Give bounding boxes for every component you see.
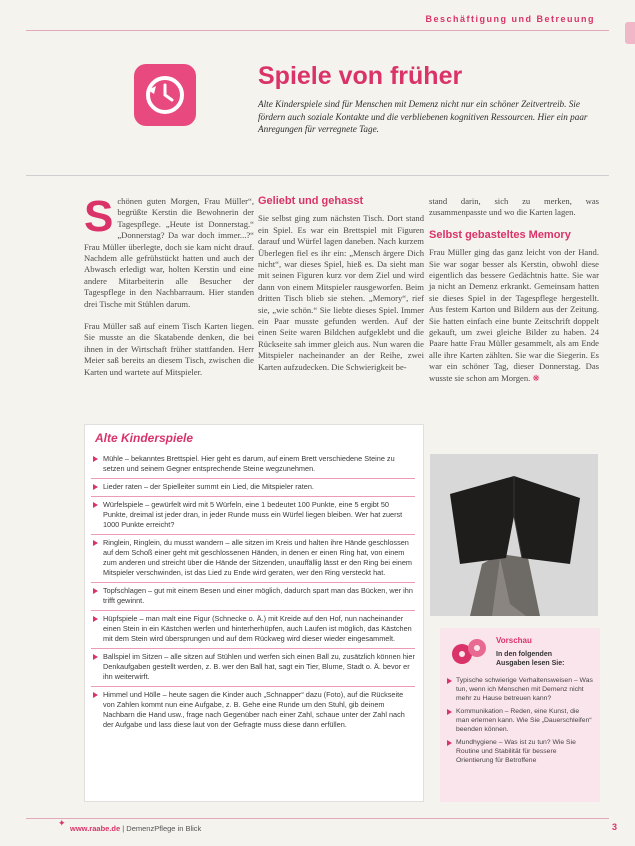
bullet-triangle-icon <box>447 678 452 684</box>
preview-subheading: In den folgenden Ausgaben lesen Sie: <box>496 651 565 667</box>
header-rule <box>26 30 609 31</box>
bullet-triangle-icon <box>447 709 452 715</box>
list-item-text: Kommunikation – Reden, eine Kunst, die man erlernen kann. Wie Sie „Dauerschleifen“ beenden können. <box>456 708 592 733</box>
preview-heading: Vorschau <box>496 636 532 645</box>
article-paragraph: Frau Müller ging das ganz leicht von der Hand. Sie war sogar besser als Kerstin, obwohl diese eigentlich das bessere Gedächtnis hatte. Sie war ja nicht an Demenz erkrankt. Gemeinsam hatten sie dieses Spiel in der Tagespflege hergestellt. Aus festem Karton und Bildern aus der Zeitung. Sie hatten einfach eine bunte Zeitschrift doppelt gekauft, um zwei gleiche Bilder zu haben. 24 Paare hatte Frau Müller gesammelt, als am Ende alle ihre Karten zählten. Sie war die Siegerin. Es war ein schöner Tag, dieser Donnerstag. Das wusste sie schon am Morgen. <box>429 247 599 383</box>
list-item <box>91 583 415 611</box>
article-column-1 <box>84 192 254 389</box>
paper-fortune-teller-photo <box>430 454 598 616</box>
end-mark: ❋ <box>532 372 540 383</box>
list-item <box>446 676 594 707</box>
bullet-triangle-icon <box>93 616 98 622</box>
article-paragraph: chönen guten Morgen, Frau Müller“, begrüßte Kerstin die Bewohnerin der Tagespflege. „Heute ist Donnerstag.“ „Donnerstag? Da war doch immer...?“ Frau Müller überlegte, doch sie kam nicht drauf. Nachdem alle gefrühstückt hatten und auch der Abwasch erledigt war, holten Kerstin und eine andere Mitarbeiterin alle Besucher der Tagespflege in den Nachbarraum. Hier standen drei Tische mit Stühlen darum. <box>84 196 254 309</box>
bullet-triangle-icon <box>93 692 98 698</box>
footer-rule <box>26 818 609 819</box>
list-item-text: Ringlein, Ringlein, du musst wandern – alle sitzen im Kreis und halten ihre Hände geschlossen auf dem Schoß einer geht mit geschlossenen Händen, in denen er einen Ring hat, von einem zum anderen und streicht über die Hände der Sitzenden, unauffällig lässt er den Ring bei einem Mitspieler verschwinden, ist das Lied zu Ende wird geraten, wer den Ring versteckt hat. <box>103 538 412 577</box>
bullet-triangle-icon <box>93 484 98 490</box>
footer-star-icon: ✦ <box>58 819 66 829</box>
list-item <box>91 649 415 687</box>
bullet-triangle-icon <box>93 456 98 462</box>
article-column-2 <box>258 196 424 384</box>
list-item-text: Topfschlagen – gut mit einem Besen und einer möglich, dadurch spart man das Bücken, wer ihn trifft gewinnt. <box>103 586 413 605</box>
article-paragraph: Sie selbst ging zum nächsten Tisch. Dort stand ein Spiel. Es war ein Brettspiel mit Figuren darauf und Würfel lagen daneben. Nach kurzem Überlegen fiel es ihr ein: „Mensch ärgere Dich nicht“, war dieses Spiel, hieß es. Da sieht man mit seinen Figuren kurz vor dem Ziel und wird dann von einem Mitspieler rausgeworfen. Beim dritten Tisch blieb sie stehen. „Memory“, rief sie, „wie schön.“ Sie liebte dieses Spiel. Immer ein Paar musste gefunden werden. Auf der einen Seite waren Bildchen aufgeklebt und die Rückseite sah immer gleich aus. Nun waren die Mitspieler nacheinander an der Reihe, zwei Karten aufzudecken. Die Schwierigkeit be- <box>258 213 424 372</box>
info-box <box>84 424 424 802</box>
subheading: Geliebt und gehasst <box>258 195 364 207</box>
list-item-text: Himmel und Hölle – heute sagen die Kinder auch „Schnapper“ dazu (Foto), auf die Rückseite von Zahlen kommt nun eine Aufgabe, z. B. Gehe eine Runde um den Stuhl, gib deinem Nachbarn die Hand usw., frage nach Gegenüber nach einer Zahl, schaue unter der Zahl nach der Aufgabe und lass diese laut von der Gefragte muss diese dann erfüllen. <box>103 690 405 729</box>
list-item <box>91 497 415 535</box>
list-item <box>91 687 415 734</box>
drop-cap: S <box>84 192 114 241</box>
bullet-triangle-icon <box>447 740 452 746</box>
list-item-text: Mundhygiene – Was ist zu tun? Wie Sie Routine und Stabilität für bessere Orientierung für Betroffene <box>456 739 576 764</box>
list-item-text: Hüpfspiele – man malt eine Figur (Schnecke o. Ä.) mit Kreide auf den Hof, nun nacheinander einen Stein in ein Kästchen werfen und hinterherhüpfen, auch Laufen ist möglich, das Kästchen mit dem Stein wird übersprungen und auf dem Rückweg wird dieser wieder eingesammelt. <box>103 614 412 643</box>
list-item <box>446 707 594 738</box>
list-item <box>91 535 415 583</box>
subheading: Selbst gebasteltes Memory <box>429 228 571 241</box>
info-box-title: Alte Kinderspiele <box>95 431 194 445</box>
page-title: Spiele von früher <box>258 62 463 90</box>
bullet-triangle-icon <box>93 502 98 508</box>
bullet-triangle-icon <box>93 654 98 660</box>
list-item <box>91 451 415 479</box>
section-label: Beschäftigung und Betreuung <box>425 14 595 24</box>
article-paragraph: stand darin, sich zu merken, was zusammenpasste und wo die Karten lagen. <box>429 196 599 218</box>
list-item-text: Würfelspiele – gewürfelt wird mit 5 Würfeln, eine 1 bedeutet 100 Punkte, eine 5 ergibt 50 Punkte, dreimal ist jeder dran, in jeder Runde muss ein Würfel liegen bleiben. Wer hat zuerst 1000 Punkte erreicht? <box>103 500 403 529</box>
bullet-triangle-icon <box>93 588 98 594</box>
list-item-text: Mühle – bekanntes Brettspiel. Hier geht es darum, auf einem Brett verschiedene Steine zu setzen und seinem Gegner entsprechende Steine wegzunehmen. <box>103 454 395 473</box>
corner-tab <box>625 22 635 44</box>
divider <box>26 175 609 176</box>
list-item <box>91 611 415 649</box>
footer-text: | DemenzPflege in Blick <box>120 824 202 833</box>
footer-link[interactable]: www.raabe.de <box>70 824 121 833</box>
article-paragraph: Frau Müller saß auf einem Tisch Karten liegen. Sie musste an die Skatabende denken, die bei ihnen in der Wirtschaft früher stattfanden. Herr Meier saß bereits an diesem Tisch, zwischen die Karten und wartete auf Mitspieler. <box>84 321 254 377</box>
bullet-triangle-icon <box>93 540 98 546</box>
list-item-text: Ballspiel im Sitzen – alle sitzen auf Stühlen und werfen sich einen Ball zu, zusätzlich können hier Denkaufgaben gestellt werden, z. B. wer den Ball hat, sagt ein Tier, Blume, Stadt o. Ä. bevor er ihn weiterwirft. <box>103 652 415 681</box>
clock-arrow-icon <box>134 64 196 126</box>
list-item <box>446 738 594 769</box>
preview-list <box>446 676 594 769</box>
puzzle-pieces-icon <box>450 636 490 675</box>
preview-box <box>440 628 600 802</box>
lead-paragraph: Alte Kinderspiele sind für Menschen mit Demenz nicht nur ein schöner Zeitvertreib. Sie fördern auch soziale Kontakte und die verbliebenen kognitiven Ressourcen. Hier ein paar Anregungen für verregnete Tage. <box>258 99 588 134</box>
list-item <box>91 479 415 497</box>
footer <box>70 824 201 833</box>
article-column-3 <box>429 196 599 395</box>
info-box-list <box>91 451 415 734</box>
list-item-text: Typische schwierige Verhaltensweisen – Was tun, wenn ich Menschen mit Demenz nicht mehr zu Hause betreuen kann? <box>456 677 593 702</box>
list-item-text: Lieder raten – der Spielleiter summt ein Lied, die Mitspieler raten. <box>103 482 314 491</box>
page-number: 3 <box>611 822 617 832</box>
